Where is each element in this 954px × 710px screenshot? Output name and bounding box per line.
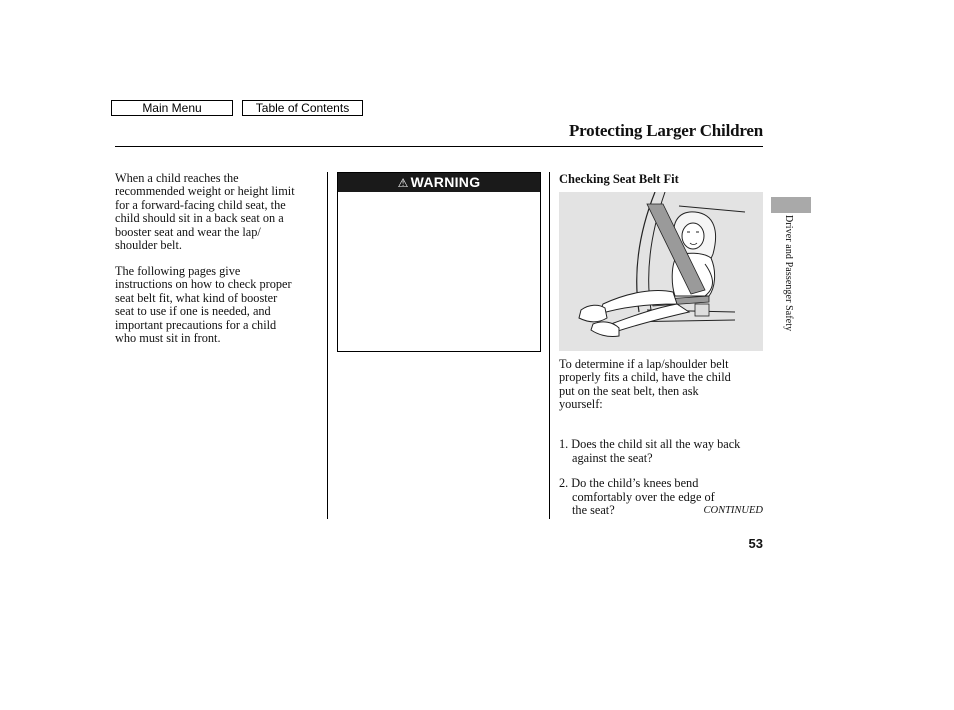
warning-header — [338, 173, 540, 192]
question-2 — [559, 464, 764, 531]
seat-belt-fit-paragraph: To determine if a lap/shoulder belt properly fits a child, have the child put on the seat belt, then ask yourself: — [559, 357, 731, 412]
section-tab — [771, 197, 811, 213]
question-1-line-1: 1. Does the child sit all the way back — [559, 437, 741, 452]
intro-paragraph-2: The following pages give instructions on how to check proper seat belt fit, what kind of booster seat to use if one is needed, and important precautions for a child who must sit in front. — [115, 264, 292, 346]
section-heading: Checking Seat Belt Fit — [559, 172, 679, 186]
warning-box — [337, 172, 541, 352]
seat-belt-drawing — [559, 192, 763, 351]
warning-triangle-icon: ⚠ — [397, 176, 409, 190]
question-1-line-2: against the seat? — [572, 450, 653, 465]
continued-label: CONTINUED — [703, 505, 763, 516]
page-title: Protecting Larger Children — [568, 121, 763, 140]
question-2-line-1: 2. Do the child’s knees bend — [559, 476, 699, 491]
question-2-line-2: comfortably over the edge of the seat? — [572, 489, 715, 518]
page-number: 53 — [748, 536, 763, 551]
table-of-contents-button[interactable]: Table of Contents — [242, 100, 363, 116]
intro-paragraph-1: When a child reaches the recommended weight or height limit for a forward-facing child seat, the child should sit in a back seat on a booster seat and wear the lap/ shoulder belt. — [115, 171, 295, 253]
child-wearing-seat-belt-illustration — [559, 192, 763, 351]
section-tab-label: Driver and Passenger Safety — [783, 215, 794, 332]
main-menu-button[interactable]: Main Menu — [111, 100, 233, 116]
title-divider — [115, 146, 763, 147]
column-divider-right — [549, 172, 550, 519]
warning-label: WARNING — [410, 174, 481, 190]
column-divider-left — [327, 172, 328, 519]
